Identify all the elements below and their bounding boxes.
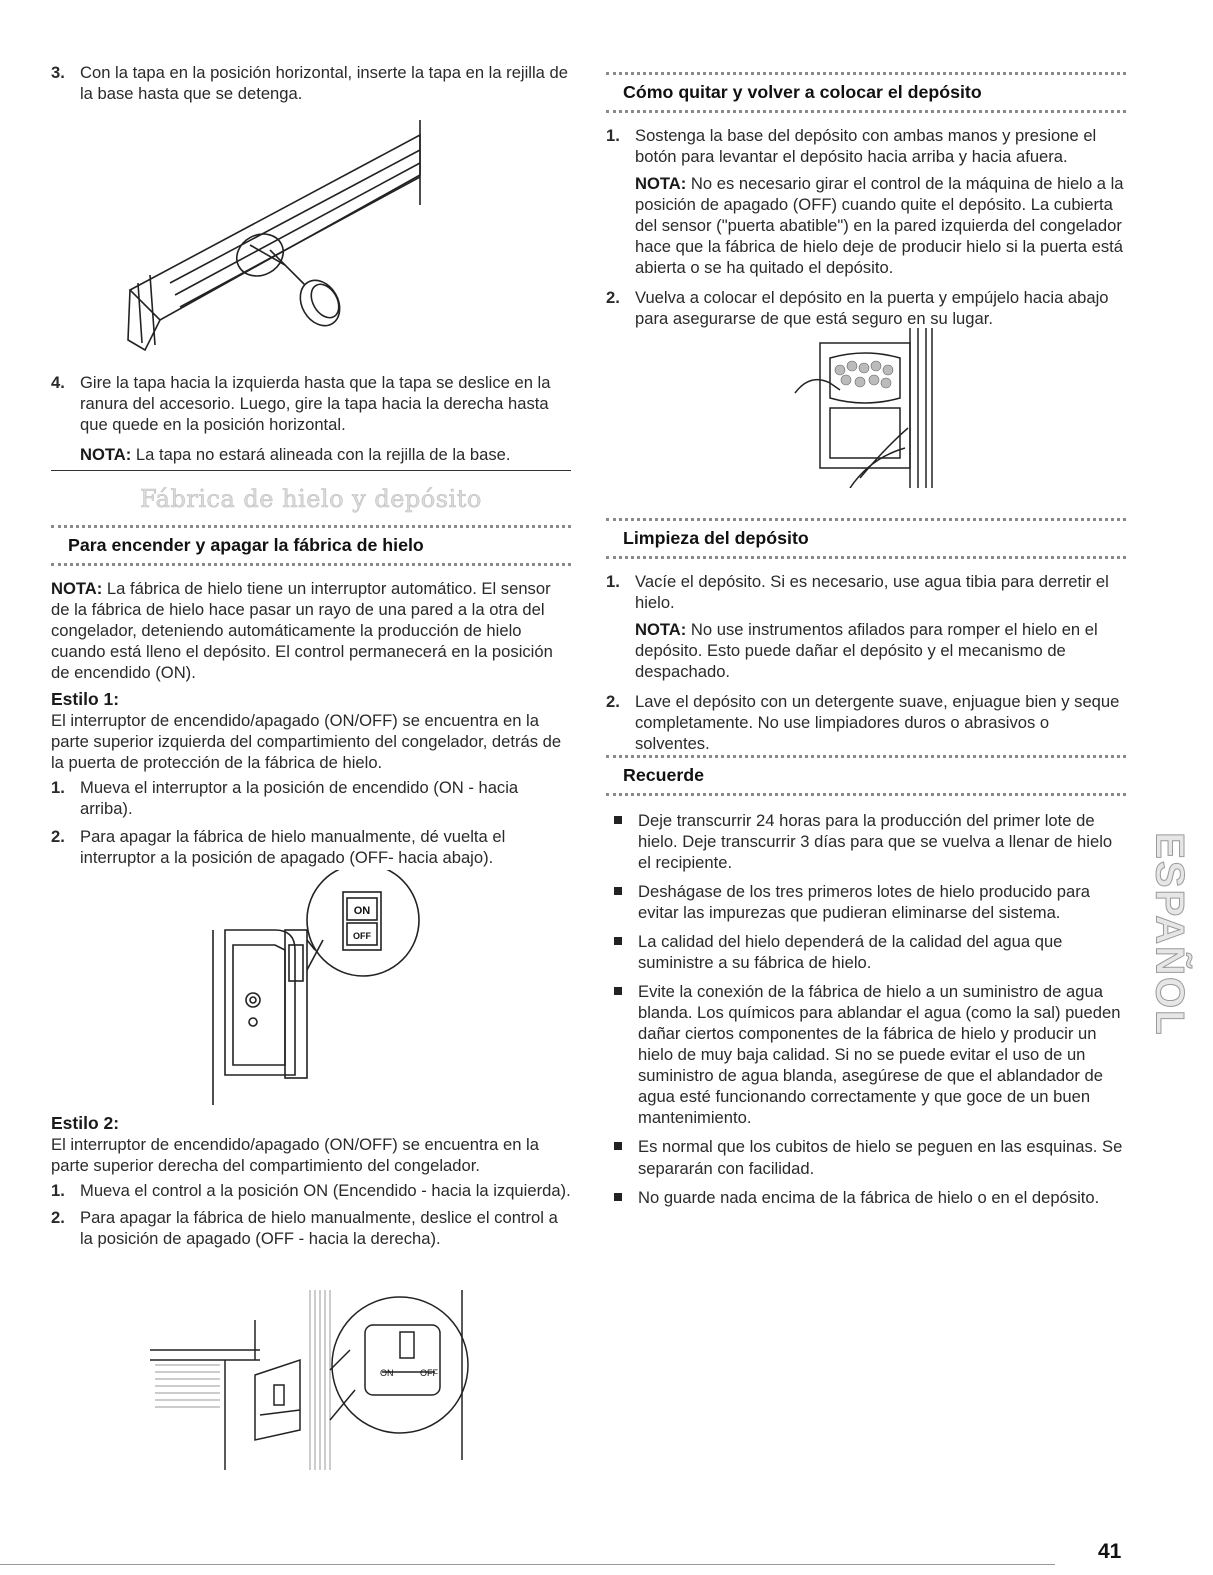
bullet-square-icon	[614, 816, 622, 824]
cap-rail-illustration	[120, 115, 440, 355]
bullet-square-icon	[614, 1193, 622, 1201]
switch-on-label: ON	[353, 905, 371, 917]
section-title-remove: Cómo quitar y volver a colocar el depósito	[606, 72, 1126, 113]
style-1: Estilo 1: El interruptor de encendido/apagado (ON/OFF) se encuentra en la parte superior izquierda del compartimiento del congelador, detrás de la puerta de protección de la fábrica de hielo. 1. Mueva el interruptor a la posición de encendido (ON - hacia arriba). 2. Para apagar la fábrica de hielo manualmente, dé vuelta el interruptor a la posición de apagado (OFF- hacia abajo).	[51, 688, 571, 868]
footer-rule	[0, 1564, 1055, 1565]
section-remove: Cómo quitar y volver a colocar el depósito 1. Sostenga la base del depósito con ambas manos y presione el botón para levantar el depósito hacia arriba y hacia afuera. NOTA: No es necesario girar el control de la máquina de hielo a la posición de apagado (OFF) cuando quite el depósito. La cubierta del sensor ("puerta abatible") en la pared izquierda del congelador hace que la fábrica de hielo deje de producir hielo si la puerta está abierta o se ha quitado el depósito. 2. Vuelva a colocar el depósito en la puerta y empújelo hacia abajo para asegurarse de que está seguro en su lugar.	[606, 72, 1126, 329]
step-4: 4. Gire la tapa hacia la izquierda hasta que la tapa se deslice en la ranura del accesorio. Luego, gire la tapa hacia la derecha hasta que quede en la posición horizontal. NOTA: La tapa no estará alineada con la rejilla de la base.	[51, 373, 551, 465]
main-heading: Fábrica de hielo y depósito	[140, 485, 482, 513]
list-item: Evite la conexión de la fábrica de hielo a un suministro de agua blanda. Los químicos para ablandar el agua (como la sal) pueden dañar ciertos componentes de la fábrica de hielo y producir un hielo de muy baja calidad. Si no se puede evitar el uso de un suministro de agua blanda, asegúrese de que el ablandador de agua esté funcionando correctamente y que goce de un buen mantenimiento.	[606, 981, 1126, 1128]
bullet-square-icon	[614, 987, 622, 995]
language-side-tab: ESPAÑOL	[1147, 831, 1192, 1037]
style-2-title: Estilo 2:	[51, 1113, 120, 1133]
slider-on-label: ON	[380, 1368, 394, 1378]
section-remember	[606, 755, 1126, 1208]
section-title-cleaning: Limpieza del depósito	[606, 518, 1126, 559]
slider-off-label: OFF	[420, 1368, 438, 1378]
list-item: La calidad del hielo dependerá de la calidad del agua que suministre a su fábrica de hielo.	[606, 931, 1126, 973]
list-item: Deshágase de los tres primeros lotes de hielo producido para evitar las impurezas que pudieran eliminarse del sistema.	[606, 881, 1126, 923]
section-divider	[51, 470, 571, 471]
style-1-switch-illustration	[205, 870, 435, 1105]
style-2-slider-illustration	[150, 1290, 470, 1470]
step-3: 3. Con la tapa en la posición horizontal, inserte la tapa en la rejilla de la base hasta que se detenga.	[51, 63, 568, 104]
style-1-title: Estilo 1:	[51, 689, 120, 709]
list-item: Deje transcurrir 24 horas para la producción del primer lote de hielo. Deje transcurrir 3 días para que se vuelva a llenar de hielo el recipiente.	[606, 810, 1126, 873]
section-power	[51, 525, 571, 566]
bullet-square-icon	[614, 937, 622, 945]
intro-note: NOTA: La fábrica de hielo tiene un interruptor automático. El sensor de la fábrica de hielo hace pasar un rayo de una pared a la otra del congelador, deteniendo automáticamente la producción de hielo cuando está lleno el depósito. El control permanecerá en la posición de encendido (ON).	[51, 579, 553, 683]
bullet-square-icon	[614, 887, 622, 895]
section-title-remember: Recuerde	[606, 755, 1126, 796]
style-2: Estilo 2: El interruptor de encendido/apagado (ON/OFF) se encuentra en la parte superior derecha del compartimiento del congelador. 1. Mueva el control a la posición ON (Encendido - hacia la izquierda). 2. Para apagar la fábrica de hielo manualmente, deslice el control a la posición de apagado (OFF - hacia la derecha).	[51, 1113, 571, 1249]
list-item: Es normal que los cubitos de hielo se peguen en las esquinas. Se separarán con facilidad.	[606, 1136, 1126, 1178]
section-cleaning: Limpieza del depósito 1. Vacíe el depósito. Si es necesario, use agua tibia para derretir el hielo. NOTA: No use instrumentos afilados para romper el hielo en el depósito. Esto puede dañar el depósito y el mecanismo de despachado. 2. Lave el depósito con un detergente suave, enjuague bien y seque completamente. No use limpiadores duros o abrasivos o solventes.	[606, 518, 1126, 754]
bullet-square-icon	[614, 1142, 622, 1150]
bin-removal-illustration	[790, 328, 950, 488]
switch-off-label: OFF	[353, 931, 371, 941]
page-number: 41	[1098, 1540, 1122, 1563]
section-title-power: Para encender y apagar la fábrica de hielo	[51, 525, 571, 566]
list-item: No guarde nada encima de la fábrica de hielo o en el depósito.	[606, 1187, 1126, 1208]
